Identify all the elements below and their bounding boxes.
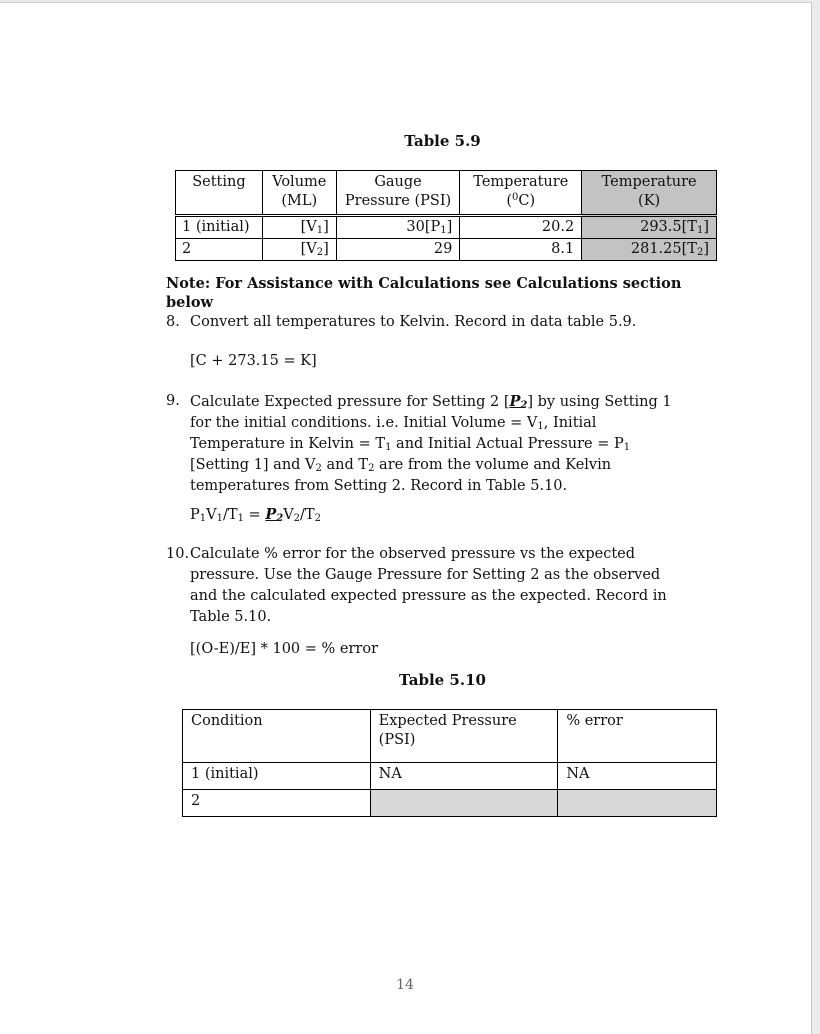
table-row: [183, 763, 717, 790]
cell-gauge-pressure: 29: [336, 239, 460, 261]
calculations-note: Note: For Assistance with Calculations see Calculations section below: [166, 275, 682, 311]
step-10-formula: [(O-E)/E] * 100 = % error: [190, 641, 379, 657]
step-9-text: Calculate Expected pressure for Setting 2 $[P_2]$ by using Setting 1 for the initial conditions. i.e. Initial Volume = $V_1$, Initial Temperature in Kelvin = $T_1$ and Initial Actual Pressure = $P_1$ [Setting 1] and $V_2$ and $T_2$ are from the volume and Kelvin temperatures from Setting 2. Record in Table 5.10.: [190, 393, 672, 494]
cell-volume: $[V_2]$: [262, 239, 336, 261]
page-number: 14: [396, 977, 414, 993]
table-header-row: [183, 710, 717, 763]
cell-percent-error: [558, 790, 717, 817]
step-9-number: 9.: [166, 393, 180, 409]
header-condition: Condition: [183, 710, 371, 763]
cell-condition: 2: [183, 790, 371, 817]
step-10-number: 10.: [166, 546, 190, 562]
header-volume: Volume (ML): [262, 171, 336, 216]
header-percent-error: % error: [558, 710, 717, 763]
header-temperature-c: Temperature ($^0$C): [460, 171, 582, 216]
table-5-10: [182, 709, 717, 817]
cell-temperature-k: $293.5[T_1]$: [582, 216, 717, 239]
cell-expected-pressure: [370, 790, 558, 817]
header-expected-pressure: Expected Pressure (PSI): [370, 710, 558, 763]
cell-setting: 1 (initial): [176, 216, 263, 239]
table-5-10-caption: Table 5.10: [399, 671, 486, 689]
cell-gauge-pressure: $30[P_1]$: [336, 216, 460, 239]
step-8-text: Convert all temperatures to Kelvin. Record in data table 5.9.: [190, 314, 637, 330]
cell-setting: 2: [176, 239, 263, 261]
table-5-9-caption: Table 5.9: [404, 132, 481, 150]
cell-expected-pressure: NA: [370, 763, 558, 790]
cell-temperature-c: 8.1: [460, 239, 582, 261]
header-gauge-pressure: Gauge Pressure (PSI): [336, 171, 460, 216]
table-5-9: [175, 170, 717, 261]
step-9-formula: $P_1V_1/T_1 = P_2V_2/T_2$: [190, 506, 321, 524]
step-8-formula: [C + 273.15 = K]: [190, 353, 317, 369]
cell-volume: $[V_1]$: [262, 216, 336, 239]
cell-temperature-c: 20.2: [460, 216, 582, 239]
cell-percent-error: NA: [558, 763, 717, 790]
cell-temperature-k: $281.25[T_2]$: [582, 239, 717, 261]
document-page: [0, 2, 812, 1034]
cell-condition: 1 (initial): [183, 763, 371, 790]
step-10-text: Calculate % error for the observed pressure vs the expected pressure. Use the Gauge Pressure for Setting 2 as the observed and the calculated expected pressure as the expected. Record in Table 5.10.: [190, 546, 667, 625]
table-row: [176, 216, 717, 239]
table-header-row: [176, 171, 717, 216]
header-setting: Setting: [176, 171, 263, 216]
header-temperature-k: Temperature (K): [582, 171, 717, 216]
table-row: [176, 239, 717, 261]
step-8-number: 8.: [166, 314, 180, 330]
table-row: [183, 790, 717, 817]
